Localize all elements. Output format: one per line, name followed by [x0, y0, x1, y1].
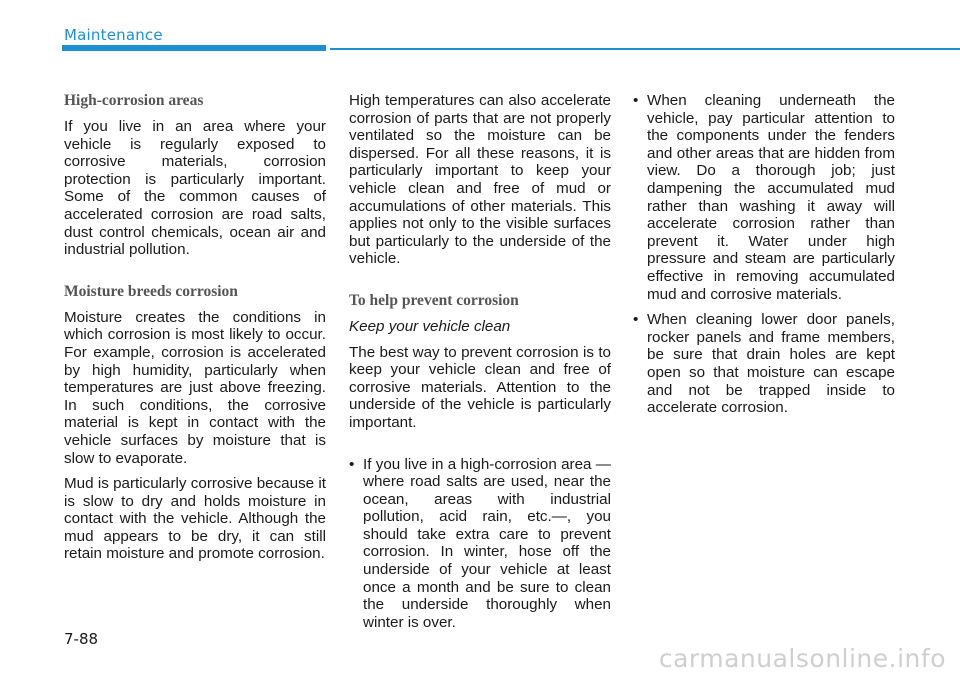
- heading-moisture-breeds-corrosion: Moisture breeds corrosion: [64, 282, 238, 300]
- paragraph: Mud is particularly corrosive because it is slow to dry and holds moisture in contact with the vehicle. Although the mud appears to be dry, it can still retain moisture and promote corrosion.: [64, 475, 326, 563]
- subheading-keep-vehicle-clean: Keep your vehicle clean: [349, 317, 511, 335]
- bullet-text: If you live in a high-corrosion area — where road salts are used, near the ocean, areas with industrial pollution, acid rain, etc.—, you should take extra care to prevent corrosion. In winter, hose off the underside of your vehicle at least once a month and be sure to clean the underside thoroughly when winter is over.: [363, 455, 611, 631]
- column-2: [349, 92, 611, 639]
- paragraph: Moisture creates the conditions in which corrosion is most likely to occur. For example, corrosion is accelerated by high humidity, particularly when temperatures are just above freezing. In such conditions, the corrosive material is kept in contact with the vehicle surfaces by moisture that is slow to evaporate.: [64, 308, 326, 467]
- paragraph: The best way to prevent corrosion is to keep your vehicle clean and free of corrosive materials. Attention to the underside of the vehicle is particularly important.: [349, 343, 611, 431]
- page-number: 7-88: [64, 630, 99, 648]
- bullet-text: When cleaning lower door panels, rocker panels and frame members, be sure that drain holes are kept open so that moisture can escape and not be trapped inside to accelerate corrosion.: [647, 311, 895, 417]
- bullet-item: [633, 92, 895, 303]
- section-title: Maintenance: [64, 26, 163, 44]
- bullet-text: When cleaning underneath the vehicle, pay particular attention to the components under the fenders and other areas that are hidden from view. Do a thorough job; just dampening the accumulated mud rather than washing it away will accelerate corrosion rather than prevent it. Water under high pressure and steam are particularly effective in removing accumulated mud and corrosive materials.: [647, 92, 895, 303]
- heading-high-corrosion-areas: High-corrosion areas: [64, 92, 204, 109]
- bullet-icon: •: [633, 311, 639, 329]
- bullet-item: [633, 311, 895, 417]
- paragraph: If you live in an area where your vehicle is regularly exposed to corrosive materials, corrosion protection is particularly important. Some of the common causes of accelerated corrosion are road salts, dust control chemicals, ocean air and industrial pollution.: [64, 118, 326, 259]
- header-rule-thick: [62, 45, 326, 51]
- paragraph: High temperatures can also accelerate corrosion of parts that are not properly ventilated so the moisture can be dispersed. For all these reasons, it is particularly important to keep your vehicle clean and free of mud or accumulations of other materials. This applies not only to the visible surfaces but particularly to the underside of the vehicle.: [349, 92, 611, 268]
- header-rule-thin: [330, 48, 960, 50]
- bullet-icon: •: [349, 455, 355, 473]
- heading-to-help-prevent-corrosion: To help prevent corrosion: [349, 291, 519, 309]
- bullet-item: [349, 456, 611, 632]
- column-3: [633, 92, 895, 425]
- column-1: [64, 92, 326, 571]
- bullet-icon: •: [633, 92, 639, 109]
- watermark-text: carmanualsonline.info: [658, 644, 946, 673]
